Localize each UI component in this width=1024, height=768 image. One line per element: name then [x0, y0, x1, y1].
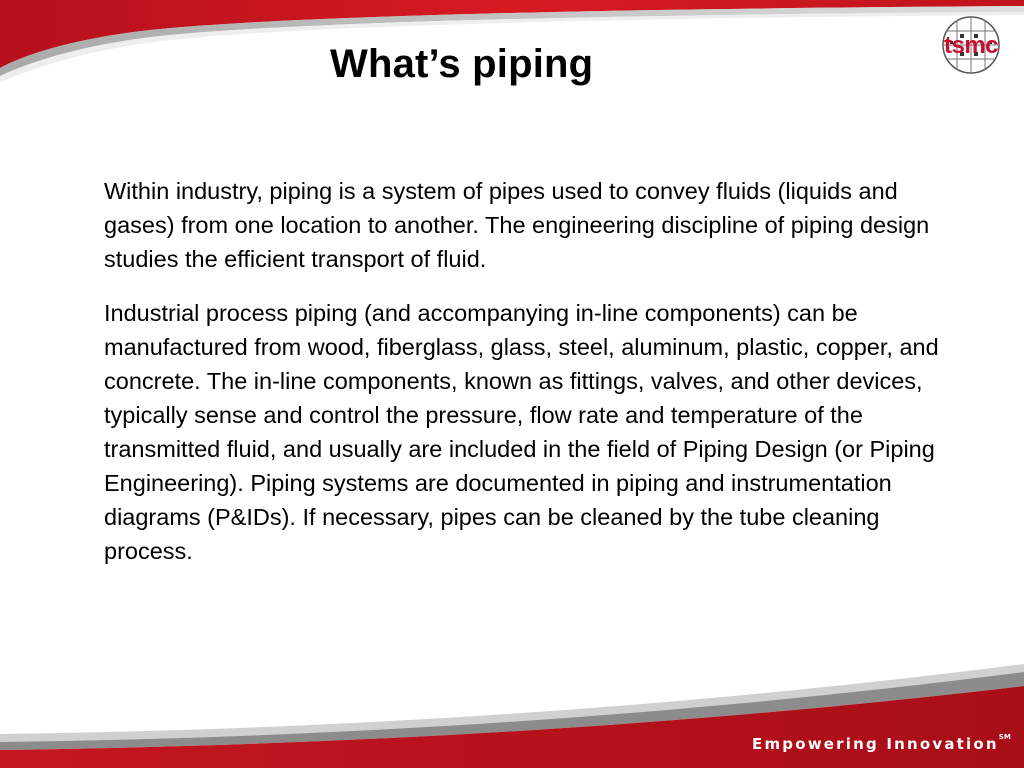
tagline-text: Empowering Innovation — [752, 735, 999, 753]
paragraph-definition: Within industry, piping is a system of pipes used to convey fluids (liquids and gases) from one location to another. The engineering discipline of piping design studies the efficient transport of fluid. — [104, 178, 930, 272]
slide-title: What’s piping — [330, 42, 594, 86]
body-text — [104, 174, 964, 588]
paragraph-industrial-piping: Industrial process piping (and accompanying in-line components) can be manufactured from wood, fiberglass, glass, steel, aluminum, plastic, copper, and concrete. The in-line components, known as fittings, valves, and other devices, typically sense and control the pressure, flow rate and temperature of the transmitted fluid, and usually are included in the field of Piping Design (or Piping Engineering). Piping systems are documented in piping and instrumentation diagrams (P&IDs). If necessary, pipes can be cleaned by the tube cleaning process. — [104, 300, 939, 564]
logo-text: tsmc — [943, 32, 999, 59]
tsmc-logo — [934, 14, 1008, 76]
tagline — [752, 733, 1011, 753]
service-mark: SM — [998, 733, 1011, 741]
